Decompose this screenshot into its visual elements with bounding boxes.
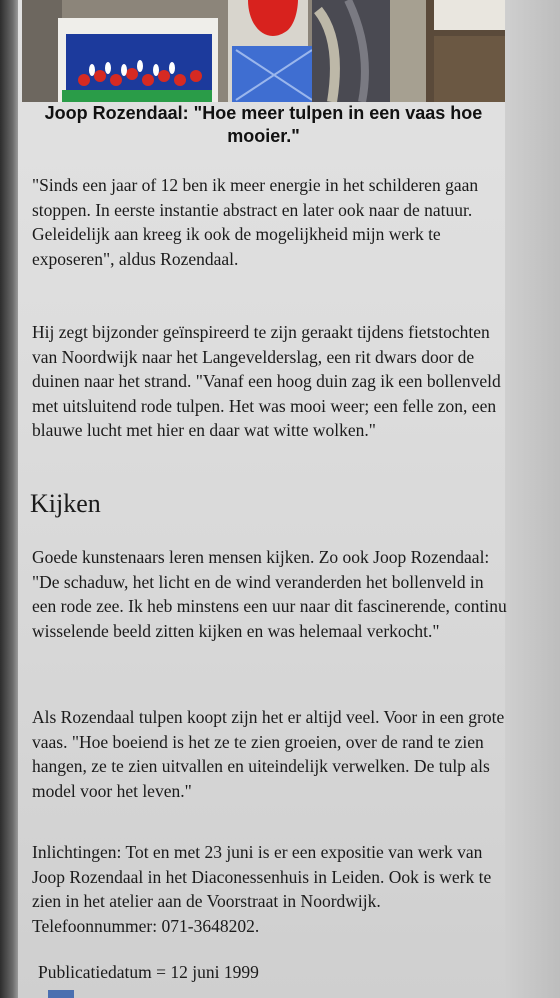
- article-paragraph-5: Inlichtingen: Tot en met 23 juni is er een expositie van werk van Joop Rozendaal in het Diaconessenhuis in Leiden. Ook is werk te zien in het atelier aan de Voorstraat in Noordwijk. Telefoonnummer: 071-3648202.: [32, 842, 492, 936]
- scroll-indicator: [48, 990, 74, 998]
- painting-photo-illustration: [22, 0, 505, 102]
- article-paragraph-2: Hij zegt bijzonder geïnspireerd te zijn geraakt tijdens fietstochten van Noordwijk naar het Langevelderslag, een rit dwars door de duinen naar het strand. "Vanaf een hoog duin zag ik een bollenveld met uitsluitend rode tulpen. Het was mooi weer; een felle zon, een blauwe lucht met hier en daar wat witte wolken.": [32, 322, 501, 440]
- section-heading: Kijken: [30, 489, 101, 518]
- monitor-bezel: [0, 0, 18, 998]
- article-paragraph-3: Goede kunstenaars leren mensen kijken. Zo ook Joop Rozendaal: "De schaduw, het licht en de wind veranderden het bollenveld in een rode zee. Ik heb minstens een uur naar dit fascinerende, continu wisselende beeld zitten kijken en was helemaal verkocht.": [32, 547, 507, 641]
- article-photo: [22, 0, 505, 102]
- publication-date: Publicatiedatum = 12 juni 1999: [38, 962, 259, 982]
- article-paragraph-1: "Sinds een jaar of 12 ben ik meer energie in het schilderen gaan stoppen. In eerste instantie abstract en later ook naar de natuur. Geleidelijk aan kreeg ik ook de mogelijkheid mijn werk te exposeren", aldus Rozendaal.: [32, 175, 479, 269]
- article-paragraph-4: Als Rozendaal tulpen koopt zijn het er altijd veel. Voor in een grote vaas. "Hoe boeiend is het ze te zien groeien, over de rand te zien hangen, ze te zien uitvallen en uiteindelijk verwelken. De tulp als model voor het leven.": [32, 707, 505, 801]
- photo-caption: Joop Rozendaal: "Hoe meer tulpen in een vaas hoe mooier.": [44, 103, 483, 146]
- page-margin: [505, 0, 560, 998]
